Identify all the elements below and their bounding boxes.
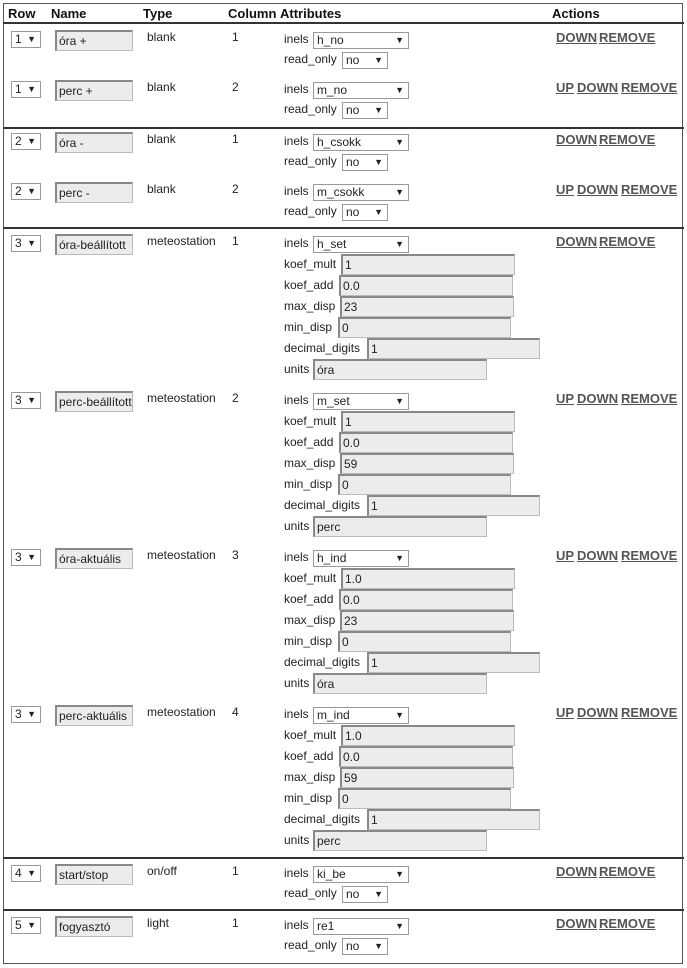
- column-value: 1: [232, 864, 239, 878]
- row-number-value: 1: [15, 82, 22, 96]
- inels-value: m_ind: [317, 708, 350, 722]
- koef-add-input[interactable]: 0.0: [339, 746, 513, 767]
- chevron-down-icon: ▼: [374, 157, 383, 167]
- column-value: 1: [232, 234, 239, 248]
- read-only-value: no: [346, 205, 360, 219]
- down-link[interactable]: DOWN: [556, 30, 598, 45]
- chevron-down-icon: ▼: [395, 553, 404, 563]
- row-number-select[interactable]: [11, 235, 41, 252]
- row-number-select[interactable]: [11, 549, 41, 566]
- inels-value: m_set: [317, 394, 350, 408]
- header-type: Type: [143, 6, 173, 21]
- column-value: 2: [232, 182, 239, 196]
- inels-label: inels: [284, 82, 309, 96]
- max-disp-label: max_disp: [284, 770, 336, 784]
- type-label: meteostation: [147, 548, 216, 562]
- name-input[interactable]: perc-beállított: [55, 391, 133, 412]
- chevron-down-icon: ▼: [374, 55, 383, 65]
- down-link[interactable]: DOWN: [556, 132, 598, 147]
- remove-link[interactable]: REMOVE: [599, 234, 656, 249]
- koef-mult-label: koef_mult: [284, 728, 337, 742]
- header-name: Name: [51, 6, 87, 21]
- type-label: blank: [147, 182, 176, 196]
- inels-label: inels: [284, 393, 309, 407]
- inels-select[interactable]: [313, 32, 409, 49]
- min-disp-input[interactable]: 0: [338, 631, 511, 652]
- inels-select[interactable]: [313, 918, 409, 935]
- read-only-label: read_only: [284, 102, 337, 116]
- read-only-select[interactable]: [342, 886, 388, 903]
- chevron-down-icon: ▼: [395, 396, 404, 406]
- chevron-down-icon: ▼: [395, 35, 404, 45]
- decimal-digits-label: decimal_digits: [284, 812, 361, 826]
- inels-value: h_csokk: [317, 135, 362, 149]
- min-disp-input[interactable]: 0: [338, 317, 511, 338]
- down-link[interactable]: DOWN: [577, 182, 619, 197]
- chevron-down-icon: ▼: [374, 941, 383, 951]
- koef-mult-input[interactable]: 1: [341, 254, 515, 275]
- row-number-select[interactable]: [11, 31, 41, 48]
- down-link[interactable]: DOWN: [577, 705, 619, 720]
- type-label: blank: [147, 30, 176, 44]
- read-only-value: no: [346, 155, 360, 169]
- inels-value: h_ind: [317, 551, 347, 565]
- read-only-label: read_only: [284, 154, 337, 168]
- column-value: 4: [232, 705, 239, 719]
- koef-add-input[interactable]: 0.0: [339, 275, 513, 296]
- up-link[interactable]: UP: [556, 182, 575, 197]
- column-value: 1: [232, 132, 239, 146]
- max-disp-input[interactable]: 23: [340, 610, 514, 631]
- koef-mult-label: koef_mult: [284, 414, 337, 428]
- read-only-select[interactable]: [342, 52, 388, 69]
- inels-label: inels: [284, 918, 309, 932]
- chevron-down-icon: ▼: [374, 889, 383, 899]
- name-input[interactable]: fogyasztó: [55, 916, 133, 937]
- units-input[interactable]: perc: [313, 830, 487, 851]
- read-only-select[interactable]: [342, 154, 388, 171]
- chevron-down-icon: ▼: [27, 395, 36, 405]
- name-input[interactable]: óra -: [55, 132, 133, 153]
- row-number-value: 2: [15, 184, 22, 198]
- up-link[interactable]: UP: [556, 391, 575, 406]
- header-attributes: Attributes: [280, 6, 342, 21]
- chevron-down-icon: ▼: [27, 868, 36, 878]
- max-disp-input[interactable]: 59: [340, 453, 514, 474]
- row-number-select[interactable]: [11, 706, 41, 723]
- chevron-down-icon: ▼: [27, 709, 36, 719]
- type-label: meteostation: [147, 705, 216, 719]
- koef-mult-input[interactable]: 1.0: [341, 725, 515, 746]
- chevron-down-icon: ▼: [27, 186, 36, 196]
- inels-label: inels: [284, 866, 309, 880]
- inels-value: re1: [317, 919, 335, 933]
- remove-link[interactable]: REMOVE: [599, 132, 656, 147]
- min-disp-label: min_disp: [284, 791, 333, 805]
- name-input[interactable]: óra-aktuális: [55, 548, 133, 569]
- units-input[interactable]: óra: [313, 359, 487, 380]
- up-link[interactable]: UP: [556, 548, 575, 563]
- read-only-label: read_only: [284, 938, 337, 952]
- name-input[interactable]: óra-beállított: [55, 234, 133, 255]
- chevron-down-icon: ▼: [395, 85, 404, 95]
- chevron-down-icon: ▼: [27, 238, 36, 248]
- down-link[interactable]: DOWN: [577, 80, 619, 95]
- koef-mult-input[interactable]: 1: [341, 411, 515, 432]
- down-link[interactable]: DOWN: [577, 391, 619, 406]
- inels-select[interactable]: [313, 866, 409, 883]
- type-label: light: [147, 916, 170, 930]
- units-input[interactable]: óra: [313, 673, 487, 694]
- koef-add-label: koef_add: [284, 278, 334, 292]
- row-number-value: 1: [15, 32, 22, 46]
- column-value: 1: [232, 916, 239, 930]
- down-link[interactable]: DOWN: [556, 916, 598, 931]
- read-only-value: no: [346, 53, 360, 67]
- inels-label: inels: [284, 32, 309, 46]
- remove-link[interactable]: REMOVE: [599, 30, 656, 45]
- row-number-value: 3: [15, 393, 22, 407]
- koef-mult-input[interactable]: 1.0: [341, 568, 515, 589]
- inels-label: inels: [284, 707, 309, 721]
- inels-select[interactable]: [313, 550, 409, 567]
- units-label: units: [284, 362, 310, 376]
- row-number-value: 3: [15, 550, 22, 564]
- inels-value: ki_be: [317, 867, 346, 881]
- type-label: meteostation: [147, 234, 216, 248]
- down-link[interactable]: DOWN: [556, 864, 598, 879]
- chevron-down-icon: ▼: [395, 187, 404, 197]
- max-disp-input[interactable]: 23: [340, 296, 514, 317]
- row-number-value: 3: [15, 236, 22, 250]
- min-disp-input[interactable]: 0: [338, 474, 511, 495]
- inels-label: inels: [284, 134, 309, 148]
- inels-select[interactable]: [313, 393, 409, 410]
- koef-add-input[interactable]: 0.0: [339, 432, 513, 453]
- remove-link[interactable]: REMOVE: [621, 80, 678, 95]
- koef-add-label: koef_add: [284, 749, 334, 763]
- units-label: units: [284, 833, 310, 847]
- name-input[interactable]: start/stop: [55, 864, 133, 885]
- inels-select[interactable]: [313, 134, 409, 151]
- chevron-down-icon: ▼: [27, 136, 36, 146]
- group-separator: [3, 857, 684, 859]
- max-disp-label: max_disp: [284, 456, 336, 470]
- read-only-value: no: [346, 939, 360, 953]
- chevron-down-icon: ▼: [27, 84, 36, 94]
- chevron-down-icon: ▼: [395, 710, 404, 720]
- min-disp-label: min_disp: [284, 320, 333, 334]
- inels-label: inels: [284, 236, 309, 250]
- chevron-down-icon: ▼: [27, 34, 36, 44]
- header-column: Column: [228, 6, 277, 21]
- name-input[interactable]: perc +: [55, 80, 133, 101]
- group-separator: [3, 22, 684, 24]
- min-disp-label: min_disp: [284, 477, 333, 491]
- min-disp-input[interactable]: 0: [338, 788, 511, 809]
- row-number-select[interactable]: [11, 183, 41, 200]
- max-disp-input[interactable]: 59: [340, 767, 514, 788]
- name-input[interactable]: perc -: [55, 182, 133, 203]
- inels-select[interactable]: [313, 707, 409, 724]
- inels-value: m_csokk: [317, 185, 365, 199]
- inels-value: h_set: [317, 237, 347, 251]
- units-label: units: [284, 519, 310, 533]
- name-input[interactable]: perc-aktuális: [55, 705, 133, 726]
- koef-add-label: koef_add: [284, 435, 334, 449]
- remove-link[interactable]: REMOVE: [599, 864, 656, 879]
- read-only-value: no: [346, 103, 360, 117]
- inels-label: inels: [284, 550, 309, 564]
- row-number-select[interactable]: [11, 392, 41, 409]
- chevron-down-icon: ▼: [27, 920, 36, 930]
- decimal-digits-input[interactable]: 1: [367, 338, 540, 359]
- header-actions: Actions: [552, 6, 600, 21]
- decimal-digits-label: decimal_digits: [284, 341, 361, 355]
- remove-link[interactable]: REMOVE: [621, 182, 678, 197]
- type-label: meteostation: [147, 391, 216, 405]
- read-only-label: read_only: [284, 886, 337, 900]
- row-number-value: 2: [15, 134, 22, 148]
- up-link[interactable]: UP: [556, 705, 575, 720]
- inels-select[interactable]: [313, 236, 409, 253]
- decimal-digits-label: decimal_digits: [284, 498, 361, 512]
- down-link[interactable]: DOWN: [556, 234, 598, 249]
- down-link[interactable]: DOWN: [577, 548, 619, 563]
- column-value: 3: [232, 548, 239, 562]
- units-input[interactable]: perc: [313, 516, 487, 537]
- chevron-down-icon: ▼: [374, 105, 383, 115]
- row-number-select[interactable]: [11, 133, 41, 150]
- group-separator: [3, 909, 684, 911]
- koef-add-label: koef_add: [284, 592, 334, 606]
- inels-select[interactable]: [313, 82, 409, 99]
- header-row: Row: [8, 6, 36, 21]
- decimal-digits-input[interactable]: 1: [367, 809, 540, 830]
- koef-mult-label: koef_mult: [284, 571, 337, 585]
- up-link[interactable]: UP: [556, 80, 575, 95]
- read-only-select[interactable]: [342, 204, 388, 221]
- remove-link[interactable]: REMOVE: [621, 391, 678, 406]
- min-disp-label: min_disp: [284, 634, 333, 648]
- remove-link[interactable]: REMOVE: [621, 705, 678, 720]
- row-number-value: 5: [15, 918, 22, 932]
- inels-value: h_no: [317, 33, 344, 47]
- chevron-down-icon: ▼: [395, 869, 404, 879]
- max-disp-label: max_disp: [284, 299, 336, 313]
- read-only-label: read_only: [284, 52, 337, 66]
- inels-select[interactable]: [313, 184, 409, 201]
- koef-mult-label: koef_mult: [284, 257, 337, 271]
- name-input[interactable]: óra +: [55, 30, 133, 51]
- read-only-value: no: [346, 887, 360, 901]
- row-number-select[interactable]: [11, 917, 41, 934]
- type-label: on/off: [147, 864, 177, 878]
- chevron-down-icon: ▼: [27, 552, 36, 562]
- chevron-down-icon: ▼: [395, 239, 404, 249]
- chevron-down-icon: ▼: [395, 921, 404, 931]
- decimal-digits-input[interactable]: 1: [367, 495, 540, 516]
- row-number-value: 3: [15, 707, 22, 721]
- group-separator: [3, 227, 684, 229]
- type-label: blank: [147, 80, 176, 94]
- inels-value: m_no: [317, 83, 348, 97]
- row-number-select[interactable]: [11, 81, 41, 98]
- decimal-digits-label: decimal_digits: [284, 655, 361, 669]
- column-value: 2: [232, 391, 239, 405]
- max-disp-label: max_disp: [284, 613, 336, 627]
- decimal-digits-input[interactable]: 1: [367, 652, 540, 673]
- row-number-select[interactable]: [11, 865, 41, 882]
- remove-link[interactable]: REMOVE: [621, 548, 678, 563]
- row-number-value: 4: [15, 866, 22, 880]
- koef-add-input[interactable]: 0.0: [339, 589, 513, 610]
- column-value: 2: [232, 80, 239, 94]
- type-label: blank: [147, 132, 176, 146]
- read-only-label: read_only: [284, 204, 337, 218]
- chevron-down-icon: ▼: [374, 207, 383, 217]
- inels-label: inels: [284, 184, 309, 198]
- chevron-down-icon: ▼: [395, 137, 404, 147]
- group-separator: [3, 127, 684, 129]
- read-only-select[interactable]: [342, 102, 388, 119]
- column-value: 1: [232, 30, 239, 44]
- units-label: units: [284, 676, 310, 690]
- read-only-select[interactable]: [342, 938, 388, 955]
- remove-link[interactable]: REMOVE: [599, 916, 656, 931]
